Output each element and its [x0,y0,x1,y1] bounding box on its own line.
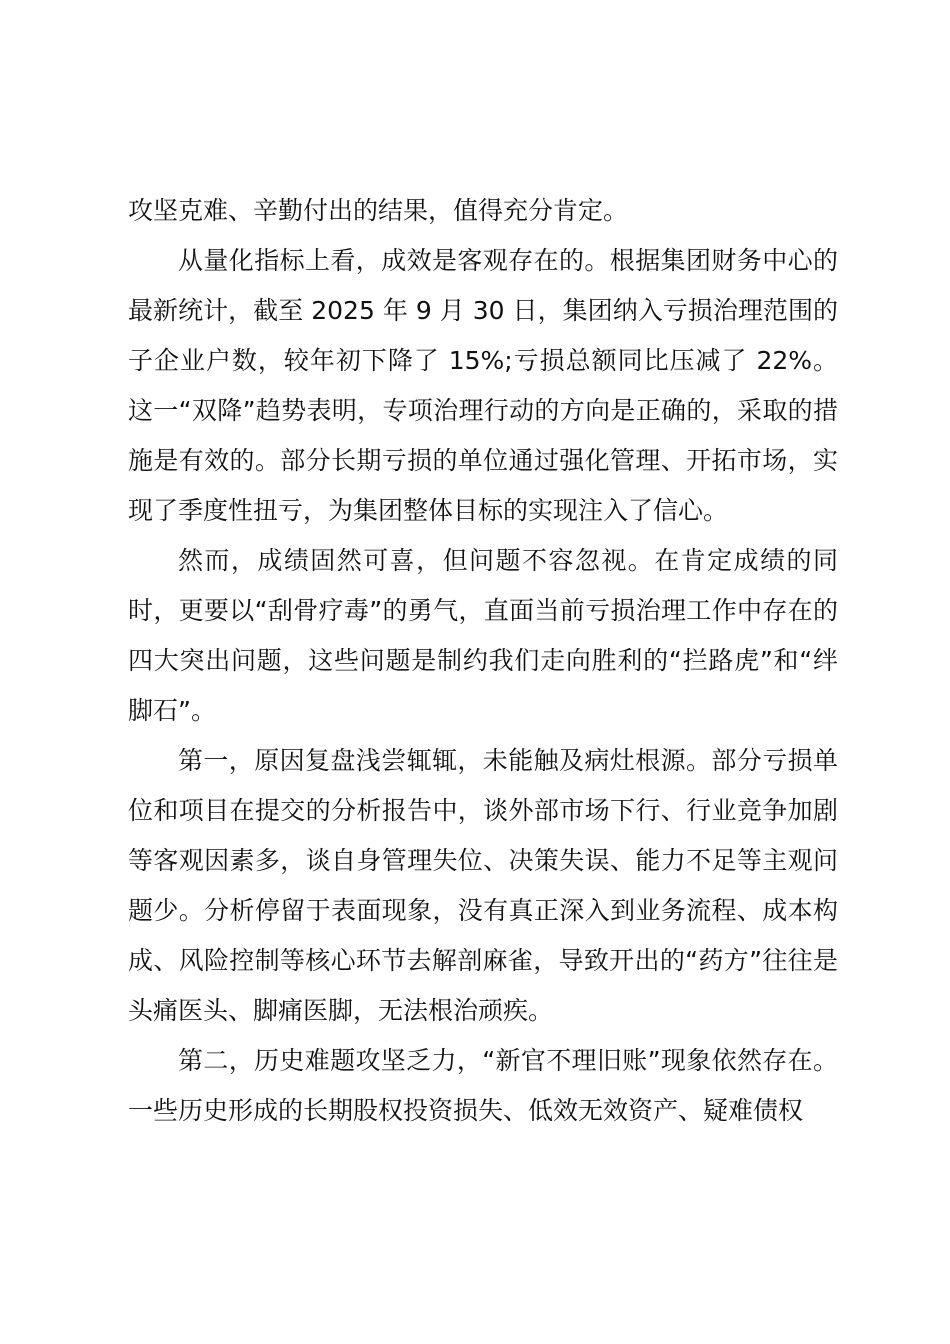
paragraph-problems-intro: 然而，成绩固然可喜，但问题不容忽视。在肯定成绩的同时，更要以“刮骨疗毒”的勇气，直面当前亏损治理工作中存在的四大突出问题，这些问题是制约我们走向胜利的“拦路虎”和“绊脚石”。 [128,546,838,725]
paragraph-problem-one: 第一，原因复盘浅尝辄辄，未能触及病灶根源。部分亏损单位和项目在提交的分析报告中，谈外部市场下行、行业竞争加剧等客观因素多，谈自身管理失位、决策失误、能力不足等主观问题少。分析停留于表面现象，没有真正深入到业务流程、成本构成、风险控制等核心环节去解剖麻雀，导致开出的“药方”往往是头痛医头、脚痛医脚，无法根治顽疾。 [128,746,838,1025]
paragraph-continued: 攻坚克难、辛勤付出的结果，值得充分肯定。 [128,196,629,225]
paragraph-quantified-results: 从量化指标上看，成效是客观存在的。根据集团财务中心的最新统计，截至 2025 年 9 月 30 日，集团纳入亏损治理范围的子企业户数，较年初下降了 15%;亏损总额同比压减了 22%。这一“双降”趋势表明，专项治理行动的方向是正确的，采取的措施是有效的。部分长期亏损的单位通过强化管理、开拓市场，实现了季度性扭亏，为集团整体目标的实现注入了信心。 [128,246,838,525]
paragraph-problem-two: 第二，历史难题攻坚乏力，“新官不理旧账”现象依然存在。一些历史形成的长期股权投资损失、低效无效资产、疑难债权 [128,1046,838,1125]
document-body [128,186,838,1136]
